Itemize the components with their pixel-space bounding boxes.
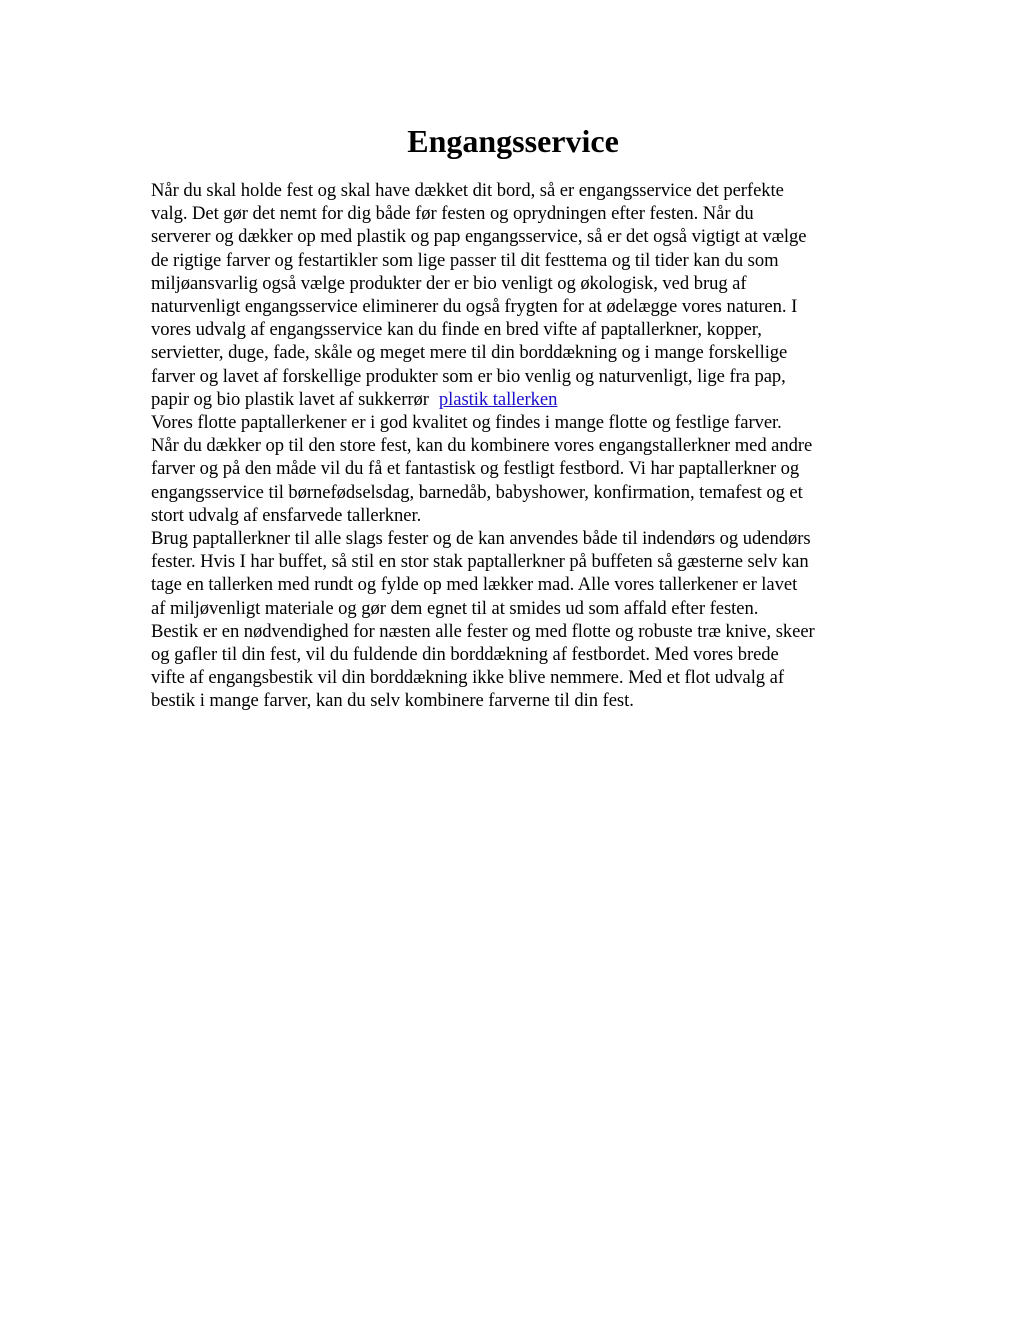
plastik-tallerken-link[interactable]: plastik tallerken xyxy=(438,388,558,410)
text-line: Bestik er en nødvendighed for næsten alle fester og med flotte og robuste træ knive, skeer xyxy=(151,620,815,642)
text-line: engangsservice til børnefødselsdag, barnedåb, babyshower, konfirmation, temafest og et xyxy=(151,481,803,503)
text-line: stort udvalg af ensfarvede tallerkner. xyxy=(151,504,422,526)
link-line-prefix: papir og bio plastik lavet af sukkerrør xyxy=(151,388,429,410)
text-line: tage en tallerken med rundt og fylde op med lækker mad. Alle vores tallerkener er lavet xyxy=(151,574,798,596)
text-line: af miljøvenligt materiale og gør dem egnet til at smides ud som affald efter festen. xyxy=(151,597,759,619)
text-line: de rigtige farver og festartikler som lige passer til dit festtema og til tider kan du som xyxy=(151,249,779,271)
text-line: bestik i mange farver, kan du selv kombinere farverne til din fest. xyxy=(151,690,634,712)
text-line: fester. Hvis I har buffet, så stil en stor stak paptallerkner på buffeten så gæsterne selv kan xyxy=(151,551,809,573)
text-line: Vores flotte paptallerkener er i god kvalitet og findes i mange flotte og festlige farver. xyxy=(151,412,782,434)
text-line: vifte af engangsbestik vil din borddækning ikke blive nemmere. Med et flot udvalg af xyxy=(151,667,785,689)
text-line: og gafler til din fest, vil du fuldende din borddækning af festbordet. Med vores brede xyxy=(151,644,779,666)
text-line: farver og på den måde vil du få et fantastisk og festligt festbord. Vi har paptallerkner og xyxy=(151,458,800,480)
body-paragraph xyxy=(151,179,875,713)
text-line: naturvenligt engangsservice eliminerer du også frygten for at ødelægge vores naturen. I xyxy=(151,296,798,318)
text-line: serverer og dækker op med plastik og pap engangsservice, så er det også vigtigt at vælge xyxy=(151,226,807,248)
document-title: Engangsservice xyxy=(407,123,619,159)
document-page xyxy=(151,118,875,713)
text-line: Brug paptallerkner til alle slags fester og de kan anvendes både til indendørs og udendørs xyxy=(151,528,811,550)
text-line: farver og lavet af forskellige produkter som er bio venlig og naturvenligt, lige fra pap, xyxy=(151,365,786,387)
text-line: Når du skal holde fest og skal have dækket dit bord, så er engangsservice det perfekte xyxy=(151,180,784,201)
text-line: miljøansvarlig også vælge produkter der er bio venligt og økologisk, ved brug af xyxy=(151,272,747,294)
text-line: Når du dækker op til den store fest, kan du kombinere vores engangstallerkner med andre xyxy=(151,435,813,457)
text-line: servietter, duge, fade, skåle og meget mere til din borddækning og i mange forskellige xyxy=(151,342,788,364)
text-line: valg. Det gør det nemt for dig både før festen og oprydningen efter festen. Når du xyxy=(151,203,754,225)
text-line: vores udvalg af engangsservice kan du finde en bred vifte af paptallerkner, kopper, xyxy=(151,319,762,341)
text-line-with-link xyxy=(151,388,875,411)
